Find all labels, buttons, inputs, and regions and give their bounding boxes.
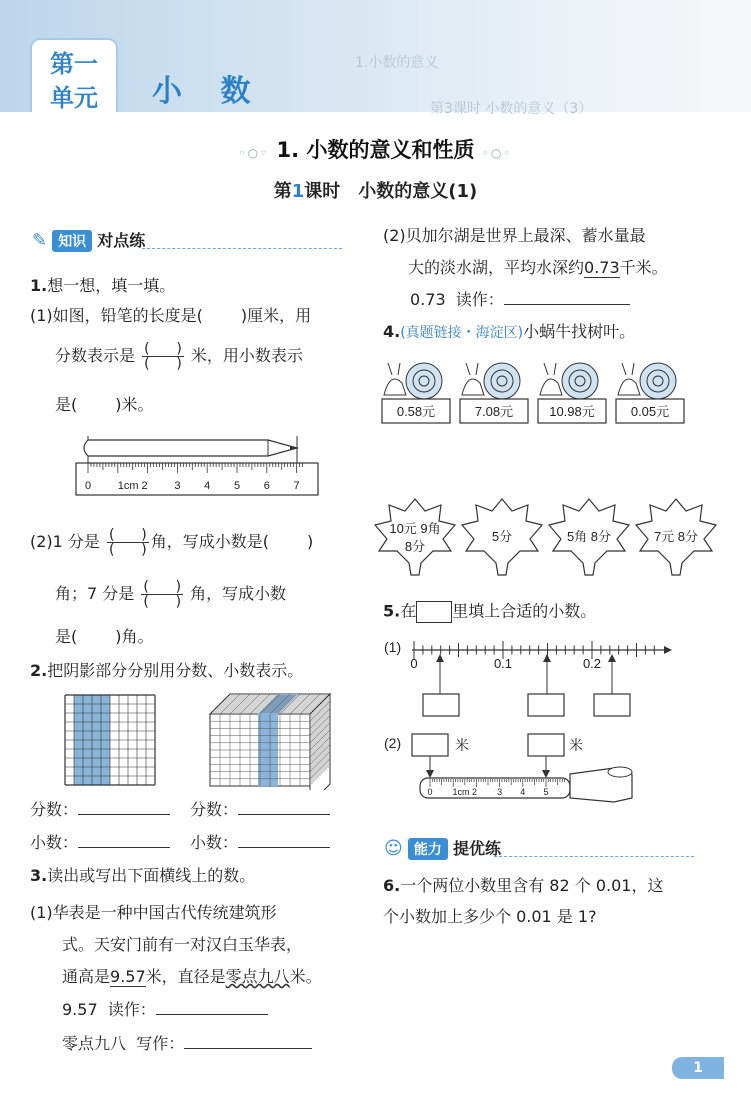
number-line-figure: [382, 632, 712, 722]
snail-icon: [462, 363, 520, 399]
q1-p2-line2: 角；7 分是 $\frac{( )}{( )}$ 角，写成小数: [55, 579, 287, 610]
answer-box[interactable]: [528, 734, 564, 756]
lesson-title: 第1课时 小数的意义(1): [273, 181, 478, 202]
fraction-blank: $\frac{( )}{( )}$: [144, 341, 182, 372]
answer-blank[interactable]: [78, 814, 170, 815]
leaf-label: 7元 8分: [653, 529, 699, 544]
lesson-number: 1: [291, 181, 305, 202]
snail-price: 0.58元: [396, 404, 436, 419]
axis-label: 0.1: [493, 656, 513, 671]
q3-p1-line2: 式。天安门前有一对汉白玉华表，: [62, 935, 303, 954]
q4-title: 4.(真题链接・海淀区)小蜗牛找树叶。: [383, 322, 636, 341]
q1-title: 1.想一想，填一填。: [30, 276, 176, 295]
ruler-label: 4: [204, 480, 211, 492]
q6-line2: 个小数加上多少个 0.01 是 1?: [383, 907, 597, 926]
q3-p2-line1: (2)贝加尔湖是世界上最深、蓄水量最: [383, 226, 646, 245]
q2-title: 2.把阴影部分分别用分数、小数表示。: [30, 661, 304, 680]
snail-icon: [540, 363, 598, 399]
pencil-icon: [84, 440, 297, 456]
q3-read-row: 9.57 读作：: [62, 1000, 268, 1020]
fraction-blank: $\frac{( )}{( )}$: [109, 527, 147, 558]
leaf-label: 10元 9角: [389, 521, 441, 536]
tape-label: 5: [543, 787, 549, 797]
unit-line-1: 第一: [50, 50, 98, 78]
q5-part1-label: (1): [384, 639, 402, 655]
ruler-label: 5: [233, 480, 241, 492]
q3-p1-line1: (1)华表是一种中国古代传统建筑形: [30, 903, 277, 922]
knowledge-label: 对点练: [97, 231, 146, 250]
ghost-text: 第3课时 小数的意义（3）: [430, 101, 593, 117]
q3-p2-read-row: 0.73 读作：: [410, 290, 630, 310]
ability-header: ☺ 能力 提优练: [384, 836, 702, 860]
leaf-icon: [375, 499, 455, 575]
q1-p1-line1: (1)如图，铅笔的长度是( )厘米，用: [30, 306, 312, 325]
leaf-label: 5分: [491, 529, 513, 544]
ghost-text: 1.小数的意义: [355, 55, 439, 71]
leaf-label: 5角 8分: [566, 529, 612, 544]
ability-label: 提优练: [452, 839, 501, 858]
ability-badge: 能力: [408, 838, 448, 860]
page-number: 1: [672, 1057, 724, 1079]
q1-p1-line2: 分数表示是 $\frac{( )}{( )}$ 米，用小数表示: [55, 341, 303, 372]
unit-label: 米: [569, 737, 583, 753]
ruler-label: 6: [263, 480, 270, 492]
answer-box[interactable]: [528, 694, 564, 716]
tape-measure-figure: [382, 728, 642, 804]
answer-blank[interactable]: [504, 304, 630, 305]
axis-label: 0: [410, 656, 418, 671]
ruler-label: 1cm 2: [117, 480, 148, 492]
leaves-figure: [372, 495, 717, 585]
snail-price: 0.05元: [630, 404, 670, 419]
snail-icon: [618, 363, 676, 399]
unit-label: 米: [455, 737, 469, 753]
source-tag: (真题链接・海淀区): [400, 325, 524, 341]
q2-fraction-row-2: 分数：: [190, 800, 330, 820]
ruler-label: 7: [293, 480, 300, 492]
answer-blank[interactable]: [184, 1048, 312, 1049]
pencil-ruler-figure: [72, 430, 328, 500]
leaf-label: 8分: [404, 539, 426, 554]
q2-decimal-row: 小数：: [30, 833, 170, 853]
unit-title: 小 数: [152, 74, 265, 109]
q1-p2-line1: (2)1 分是 $\frac{( )}{( )}$ 角，写成小数是( ): [30, 527, 314, 558]
answer-blank[interactable]: [238, 847, 330, 848]
q1-p1-line3: 是( )米。: [55, 395, 154, 414]
knowledge-badge: 知识: [52, 230, 92, 252]
snail-price: 10.98元: [549, 404, 595, 419]
q3-write-row: 零点九八 写作：: [62, 1034, 312, 1054]
answer-blank[interactable]: [78, 847, 170, 848]
q3-title: 3.读出或写出下面横线上的数。: [30, 866, 256, 885]
blank-box-icon: [416, 601, 452, 623]
tape-label: 1cm 2: [452, 787, 478, 797]
answer-box[interactable]: [423, 694, 459, 716]
ruler-label: 0: [84, 480, 92, 492]
q6-line1: 6.一个两位小数里含有 82 个 0.01，这: [383, 876, 664, 895]
answer-box[interactable]: [412, 734, 448, 756]
section-title-row: ◦○◦ 1. 小数的意义和性质 ◦○◦: [238, 138, 513, 162]
answer-blank[interactable]: [156, 1014, 268, 1015]
q3-p2-line2: 大的淡水湖，平均水深约0.73千米。: [408, 258, 668, 277]
shaded-grid-square: [64, 694, 156, 786]
answer-box[interactable]: [594, 694, 630, 716]
fraction-blank: $\frac{( )}{( )}$: [143, 579, 182, 610]
answer-blank[interactable]: [238, 814, 330, 815]
q5-part2-label: (2): [384, 735, 402, 751]
unit-badge: [30, 38, 118, 112]
shaded-cube: [206, 690, 334, 790]
q2-decimal-row-2: 小数：: [190, 833, 330, 853]
q2-fraction-row: 分数：: [30, 800, 170, 820]
tape-label: 0: [427, 787, 433, 797]
snails-figure: [380, 355, 690, 433]
snail-price: 7.08元: [474, 404, 514, 419]
section-title: 1. 小数的意义和性质: [276, 138, 475, 162]
tape-label: 3: [497, 787, 503, 797]
knowledge-header: ✎ 知识 对点练: [32, 228, 350, 252]
ruler-label: 3: [174, 480, 181, 492]
unit-line-2: 单元: [50, 84, 98, 112]
tape-label: 4: [520, 787, 526, 797]
snail-icon: [384, 363, 442, 399]
q1-p2-line3: 是( )角。: [55, 627, 154, 646]
axis-label: 0.2: [582, 656, 602, 671]
q5-title: 5.在 里填上合适的小数。: [383, 601, 596, 623]
q3-p1-line3: 通高是9.57米，直径是零点九八米。: [62, 967, 322, 986]
